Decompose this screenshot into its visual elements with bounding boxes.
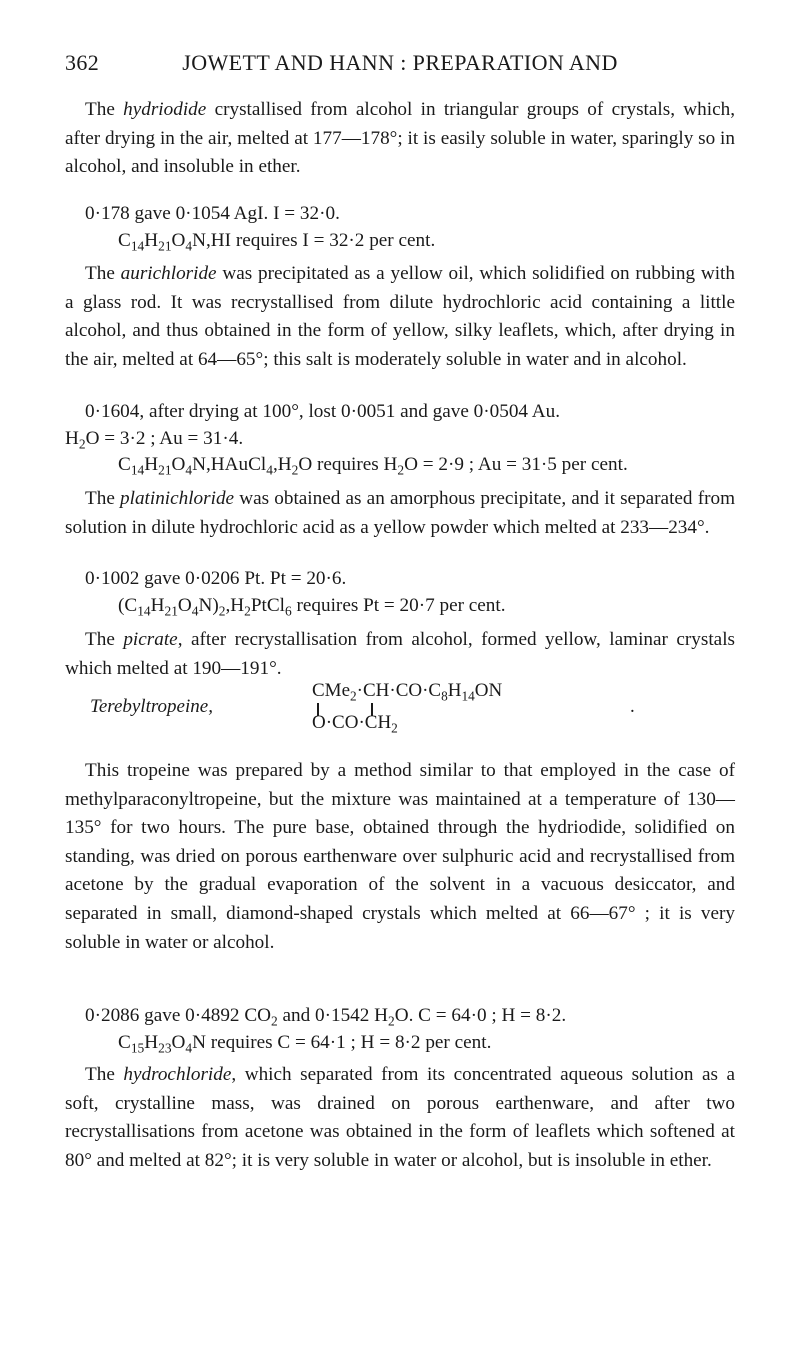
tropeine-preparation-paragraph [65, 757, 735, 957]
p3-text: was obtained as an amorphous precipitate, and it separated from solution in dilute hydrochloric acid as a yellow powder which melted at 233—234°. [65, 488, 735, 538]
terebyltropeine-structural-formula [90, 680, 750, 740]
formula-top-line: $CMe_2\cdot CH\cdot CO\cdot C_8H_{14}ON$ [312, 680, 503, 704]
hydriodide-required: $C_{14}H_{21}O_4N,HI$ requires I = 32·2 per cent. [118, 229, 436, 254]
running-header [65, 50, 735, 80]
p5-text: This tropeine was prepared by a method similar to that employed in the case of methylparaconyltropeine, but the mixture was maintained at a temperature of 130—135° for two hours. The pure base, obtained through the hydriodide, solidified on standing, was dried on porous earthenware over sulphuric acid and recrystallised from acetone by the gradual evaporation of the solvent in a vacuous desiccator, and separated in small, diamond-shaped crystals which melted at 66—67° ; it is very soluble in water or alcohol. [65, 760, 735, 953]
platinichloride-required: $(C_{14}H_{21}O_4N)_2,H_2PtCl_6$ requires Pt = 20·7 per cent. [118, 594, 506, 619]
tropeine-analysis [85, 1003, 745, 1056]
tropeine-required: $C_{15}H_{23}O_4N$ requires C = 64·1 ; H = 8·2 per cent. [118, 1031, 492, 1056]
formula-bottom-line: $O\cdot CO\cdot CH_2$ [312, 712, 398, 736]
hydrochloride-term: hydrochloride [123, 1064, 232, 1085]
platinichloride-term: platinichloride [120, 488, 235, 509]
p3-lead: The [85, 488, 121, 509]
hydriodide-analysis [85, 201, 745, 254]
platinichloride-analysis [85, 566, 745, 619]
running-title: JOWETT AND HANN : PREPARATION AND [182, 50, 618, 75]
picrate-term: picrate [123, 629, 178, 650]
formula-end-period: . [630, 696, 635, 717]
aurichloride-found-values: $H_2O = 3\cdot 2$ ; Au = 31·4. [65, 427, 244, 452]
platinichloride-found: 0·1002 gave 0·0206 Pt. Pt = 20·6. [85, 568, 347, 589]
tropeine-found: 0·2086 gave 0·4892 $CO_2$ and 0·1542 $H_2O$. C = 64·0 ; H = 8·2. [85, 1005, 567, 1029]
picrate-paragraph [65, 626, 735, 683]
aurichloride-required: $C_{14}H_{21}O_4N,HAuCl_4,H_2O$ requires $H_2O = 2\cdot 9$ ; Au = 31·5 per cent. [118, 454, 628, 478]
hydriodide-found: 0·178 gave 0·1054 AgI. I = 32·0. [85, 203, 340, 224]
page-number: 362 [65, 50, 100, 75]
platinichloride-paragraph [65, 485, 735, 542]
p4-text: , after recrystallisation from alcohol, formed yellow, laminar crystals which melted at 190—191°. [65, 629, 735, 679]
aurichloride-found: 0·1604, after drying at 100°, lost 0·0051 and gave 0·0504 Au. [85, 401, 561, 422]
hydrochloride-paragraph [65, 1061, 735, 1175]
p4-lead: The [85, 629, 124, 650]
aurichloride-term: aurichloride [120, 263, 217, 284]
aurichloride-paragraph [65, 260, 735, 374]
p6-lead: The [85, 1064, 124, 1085]
aurichloride-analysis [65, 399, 745, 479]
hydriodide-term: hydriodide [123, 99, 207, 120]
p1-text: crystallised from alcohol in triangular groups of crystals, which, after drying in the air, melted at 177—178°; it is easily soluble in water, sparingly so in alcohol, and insoluble in ether. [65, 99, 735, 178]
hydriodide-paragraph [65, 96, 735, 182]
p2-text: was precipitated as a yellow oil, which solidified on rubbing with a glass rod. It was recrystallised from dilute hydrochloric acid containing a little alcohol, and thus obtained in the form of yellow, silky leaflets, which, after drying in the air, melted at 64—65°; this salt is moderately soluble in water and in alcohol. [65, 263, 735, 370]
p2-lead: The [85, 263, 121, 284]
p6-text: , which separated from its concentrated aqueous solution as a soft, crystalline mass, was drained on porous earthenware, and after two recrystallisations from acetone was obtained in the form of leaflets which softened at 80° and melted at 82°; it is very soluble in water or alcohol, but is insoluble in ether. [65, 1064, 735, 1171]
p1-lead: The [85, 99, 124, 120]
compound-name: Terebyltropeine, [90, 696, 213, 717]
